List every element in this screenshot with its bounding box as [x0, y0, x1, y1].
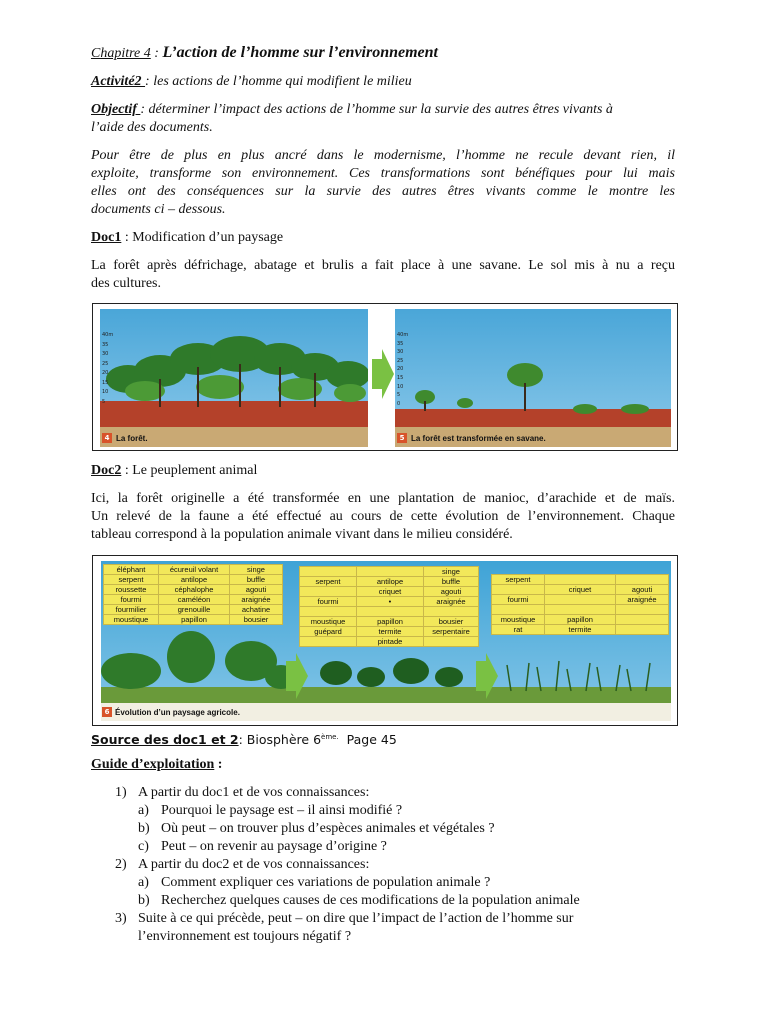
chapter-label: Chapitre 4: [91, 46, 151, 61]
table-row: [104, 565, 283, 575]
table-cell: papillon: [159, 615, 230, 625]
guide-item-number: c): [138, 839, 149, 854]
guide-item-number: 3): [115, 911, 127, 926]
table-cell: [300, 637, 357, 647]
scale-label: 10: [102, 389, 109, 395]
forest-panel: [100, 309, 368, 447]
intro-line-1: Pour être de plus en plus ancré dans le modernisme, l’homme ne recule devant rien, il: [91, 148, 675, 163]
transition-arrow-icon: [372, 349, 394, 399]
activity-label: Activité2: [91, 74, 146, 89]
scale-label: 5: [397, 392, 401, 399]
scale-label: 15: [397, 374, 404, 381]
table-cell: caméléon: [159, 595, 230, 605]
table-row: [104, 575, 283, 585]
objective-label: Objectif: [91, 102, 141, 117]
table-row: [300, 587, 479, 597]
figure-number-badge: 4: [102, 433, 112, 443]
table-cell: singe: [424, 567, 479, 577]
table-cell: [300, 567, 357, 577]
scale-label: 35: [102, 341, 109, 348]
table-cell: [545, 605, 616, 615]
table-cell: [300, 607, 357, 617]
table-cell: moustique: [300, 617, 357, 627]
table-cell: [616, 625, 669, 635]
table-cell: rat: [492, 625, 545, 635]
doc1-text-1: La forêt après défrichage, abatage et brulis a fait place à une savane. Le sol mis à nu a reçu: [91, 258, 675, 273]
objective-line-1: [91, 101, 675, 119]
table-cell: buffle: [230, 575, 283, 585]
scale-label: 30: [102, 351, 109, 357]
table-row: [104, 595, 283, 605]
table-cell: termite: [357, 627, 424, 637]
doc2-text-1: Ici, la forêt originelle a été transformée en une plantation de manioc, d’arachide et de maïs.: [91, 491, 675, 506]
guide-item-number: a): [138, 875, 149, 890]
table-cell: fourmilier: [104, 605, 159, 615]
table-cell: buffle: [424, 577, 479, 587]
table-cell: [616, 605, 669, 615]
table-cell: criquet: [357, 587, 424, 597]
guide-item-number: 1): [115, 785, 127, 800]
scale-label: 10: [397, 383, 404, 390]
source-page: Page 45: [338, 732, 397, 748]
table-row: [492, 605, 669, 615]
table-cell: papillon: [357, 617, 424, 627]
table-cell: antilope: [357, 577, 424, 587]
chapter-separator: :: [150, 46, 163, 61]
activity-line: [91, 73, 675, 91]
guide-item-text: Comment expliquer ces variations de population animale ?: [161, 875, 491, 890]
fauna-table-forest: [103, 564, 283, 625]
table-cell: guépard: [300, 627, 357, 637]
table-row: [492, 585, 669, 595]
scale-label: 40m: [397, 332, 409, 338]
guide-item-text: Recherchez quelques causes de ces modifications de la population animale: [161, 893, 580, 908]
source-text: : Biosphère 6: [238, 732, 322, 748]
doc1-figure: [92, 303, 678, 451]
table-cell: agouti: [616, 585, 669, 595]
table-cell: serpent: [300, 577, 357, 587]
table-row: [492, 615, 669, 625]
doc2-title: : Le peuplement animal: [121, 463, 258, 478]
table-cell: araignée: [230, 595, 283, 605]
guide-item-text: Où peut – on trouver plus d’espèces animales et végétales ?: [161, 821, 495, 836]
table-cell: fourmi: [492, 595, 545, 605]
doc1-label: Doc1: [91, 230, 122, 245]
figure-number-badge: 5: [397, 433, 407, 443]
table-cell: araignée: [424, 597, 479, 607]
table-cell: moustique: [492, 615, 545, 625]
table-cell: roussette: [104, 585, 159, 595]
guide-title: Guide d’exploitation: [91, 757, 215, 772]
forest-illustration: [100, 309, 368, 447]
table-cell: grenouille: [159, 605, 230, 615]
intro-line-2: exploite, transforme son environnement. Ces transformations sont bénéfiques pour lui mais: [91, 166, 675, 181]
table-cell: singe: [230, 565, 283, 575]
table-cell: [545, 595, 616, 605]
table-cell: agouti: [230, 585, 283, 595]
table-cell: pintade: [357, 637, 424, 647]
forest-caption: La forêt.: [116, 434, 148, 443]
table-cell: [357, 567, 424, 577]
scale-label: 30: [397, 349, 404, 356]
table-row: [300, 607, 479, 617]
table-cell: achatine: [230, 605, 283, 615]
guide-item-text: A partir du doc1 et de vos connaissances:: [138, 785, 370, 800]
savanna-caption: La forêt est transformée en savane.: [411, 434, 546, 443]
scale-label: 35: [397, 340, 404, 347]
scale-label: 25: [397, 357, 404, 364]
table-cell: serpent: [104, 575, 159, 585]
objective-text: : déterminer l’impact des actions de l’homme sur la survie des autres êtres vivants à: [140, 102, 613, 117]
table-row: [492, 625, 669, 635]
chapter-title: L’action de l’homme sur l’environnement: [162, 44, 438, 61]
table-cell: termite: [545, 625, 616, 635]
doc2-figure: [92, 555, 678, 726]
table-cell: [616, 575, 669, 585]
scale-label: 20: [102, 370, 109, 376]
source-label: Source des doc1 et 2: [91, 732, 239, 748]
table-cell: criquet: [545, 585, 616, 595]
scale-label: 5: [102, 398, 106, 405]
table-cell: [424, 607, 479, 617]
guide-item-number: 2): [115, 857, 127, 872]
table-row: [104, 615, 283, 625]
guide-item-number: b): [138, 893, 150, 908]
savanna-illustration: [395, 309, 671, 447]
table-cell: serpent: [492, 575, 545, 585]
table-cell: fourmi: [300, 597, 357, 607]
intro-line-4: documents ci – dessous.: [91, 202, 226, 217]
table-cell: [492, 585, 545, 595]
table-row: [104, 605, 283, 615]
table-cell: agouti: [424, 587, 479, 597]
fauna-table-plantation: [299, 566, 479, 647]
doc1-text-2: des cultures.: [91, 276, 161, 291]
fauna-table-field: [491, 574, 669, 635]
figure-number-badge: 6: [102, 707, 112, 717]
table-row: [300, 577, 479, 587]
guide-heading: [91, 756, 675, 774]
guide-item-text: Suite à ce qui précède, peut – on dire que l’impact de l’action de l’homme sur: [138, 911, 574, 926]
guide-item-text: Peut – on revenir au paysage d’origine ?: [161, 839, 387, 854]
source-line: [91, 728, 675, 749]
doc2-text-3: tableau correspond à la population animale vivant dans le milieu considéré.: [91, 527, 513, 542]
table-cell: serpentaire: [424, 627, 479, 637]
forest-height-scale: [102, 331, 113, 407]
doc1-title: : Modification d’un paysage: [121, 230, 284, 245]
objective-line-2: l’aide des documents.: [91, 120, 213, 135]
table-cell: [357, 607, 424, 617]
table-cell: [616, 615, 669, 625]
table-cell: [424, 637, 479, 647]
table-cell: araignée: [616, 595, 669, 605]
table-cell: écureuil volant: [159, 565, 230, 575]
activity-text: : les actions de l’homme qui modifient le milieu: [145, 74, 412, 89]
table-row: [300, 597, 479, 607]
guide-item-text: l’environnement est toujours négatif ?: [138, 929, 352, 944]
source-superscript: ème.: [321, 733, 339, 741]
doc2-heading: [91, 462, 675, 480]
scale-label: 0: [397, 400, 401, 407]
doc2-text-2: Un relevé de la faune a été effectué au cours de cette évolution de l’environnement. Chaque: [91, 509, 675, 524]
table-cell: [300, 587, 357, 597]
savanna-panel: [395, 309, 671, 447]
guide-item-number: a): [138, 803, 149, 818]
scale-label: 15: [102, 379, 109, 386]
guide-item-text: A partir du doc2 et de vos connaissances:: [138, 857, 370, 872]
table-row: [492, 575, 669, 585]
scale-label: 25: [102, 360, 109, 367]
table-cell: fourmi: [104, 595, 159, 605]
table-cell: moustique: [104, 615, 159, 625]
table-row: [300, 637, 479, 647]
scale-label: 40m: [102, 332, 114, 338]
table-row: [300, 627, 479, 637]
guide-colon: :: [214, 757, 223, 772]
table-cell: céphalophe: [159, 585, 230, 595]
intro-line-3: elles ont des conséquences sur la survie des autres êtres vivants comme le montre les: [91, 184, 675, 199]
table-row: [104, 585, 283, 595]
table-cell: [545, 575, 616, 585]
table-cell: bousier: [230, 615, 283, 625]
table-row: [492, 595, 669, 605]
table-row: [300, 617, 479, 627]
table-cell: papillon: [545, 615, 616, 625]
table-cell: •: [357, 597, 424, 607]
table-cell: éléphant: [104, 565, 159, 575]
savanna-height-scale: [397, 331, 408, 408]
table-cell: bousier: [424, 617, 479, 627]
doc2-label: Doc2: [91, 463, 122, 478]
table-row: [300, 567, 479, 577]
guide-item-number: b): [138, 821, 150, 836]
table-cell: antilope: [159, 575, 230, 585]
scale-label: 20: [397, 366, 404, 373]
agricultural-caption: Évolution d’un paysage agricole.: [115, 708, 240, 717]
doc1-heading: [91, 229, 675, 247]
chapter-heading: [91, 44, 675, 63]
guide-item-text: Pourquoi le paysage est – il ainsi modifié ?: [161, 803, 403, 818]
table-cell: [492, 605, 545, 615]
